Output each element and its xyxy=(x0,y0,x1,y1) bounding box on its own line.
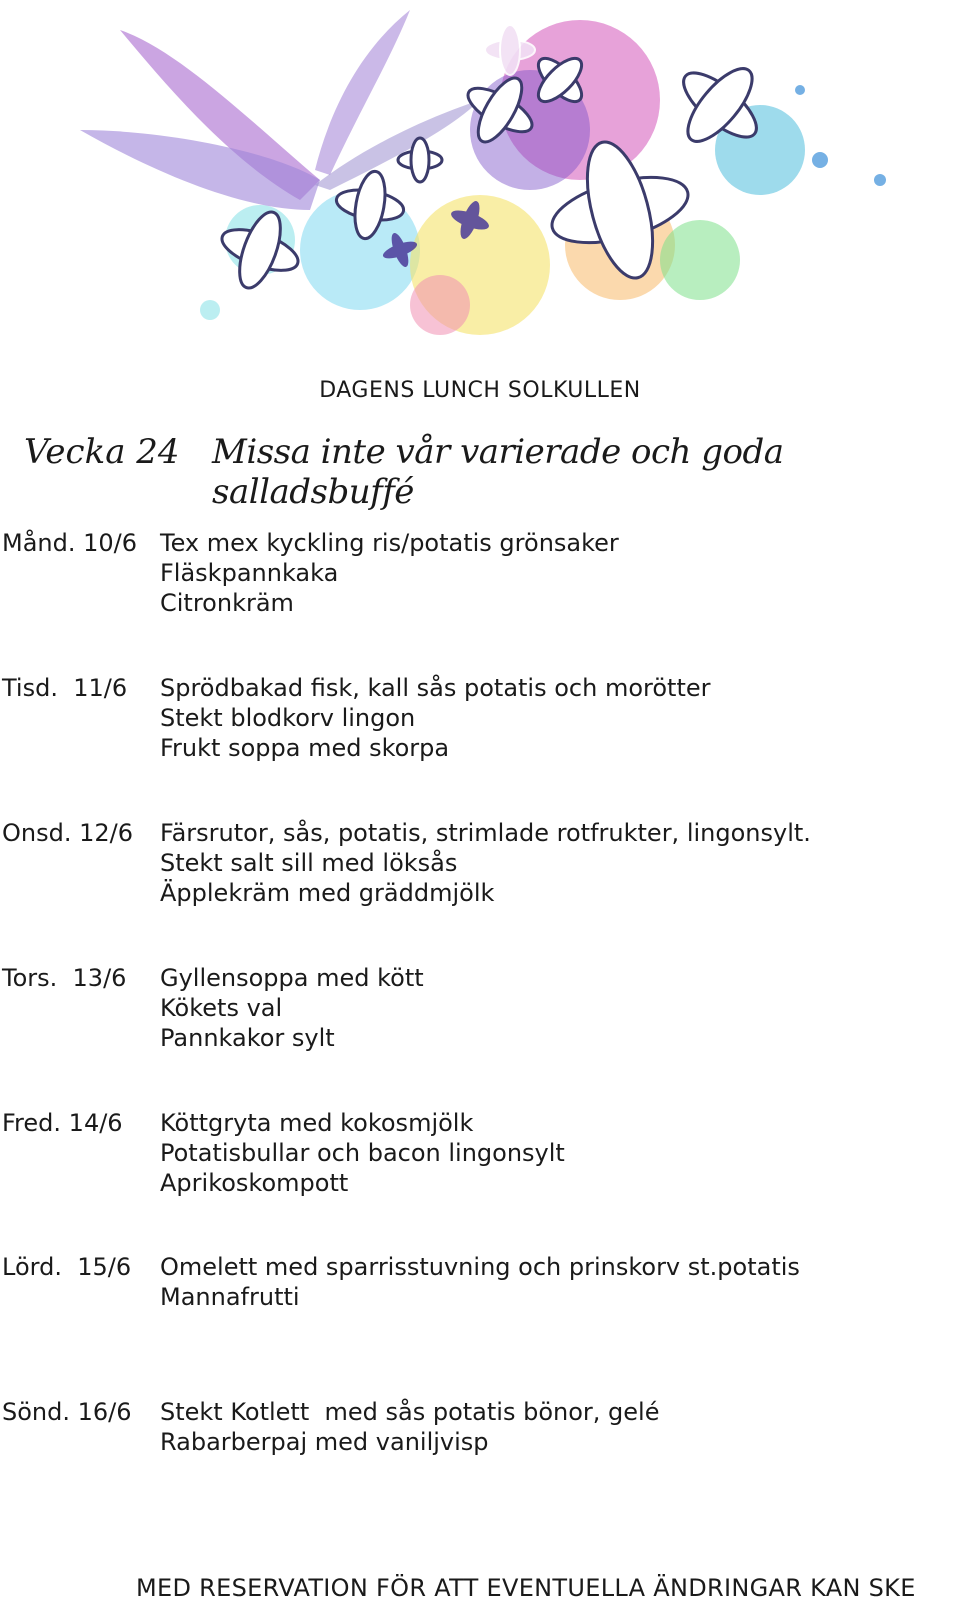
dish-item: Köttgryta med kokosmjölk xyxy=(160,1109,474,1137)
dish-item: Fläskpannkaka xyxy=(160,559,339,587)
dish-item: Rabarberpaj med vaniljvisp xyxy=(160,1428,489,1456)
reservation-notice: MED RESERVATION FÖR ATT EVENTUELLA ÄNDRINGAR KAN SKE xyxy=(136,1574,916,1602)
dish-item: Kökets val xyxy=(160,994,283,1022)
dish-item: Gyllensoppa med kött xyxy=(160,964,424,992)
week-label: Vecka 24 xyxy=(24,432,180,472)
dish-list xyxy=(160,1397,659,1457)
dish-item: Frukt soppa med skorpa xyxy=(160,734,450,762)
flower-illustration xyxy=(60,10,940,340)
dish-item: Stekt Kotlett med sås potatis bönor, gelé xyxy=(160,1398,660,1426)
day-label: Tors. 13/6 xyxy=(2,964,127,992)
day-label: Fred. 14/6 xyxy=(2,1109,123,1137)
dish-list xyxy=(160,673,711,763)
dish-list xyxy=(160,1108,565,1198)
day-label: Lörd. 15/6 xyxy=(2,1253,132,1281)
dish-item: Stekt blodkorv lingon xyxy=(160,704,416,732)
day-label: Sönd. 16/6 xyxy=(2,1398,132,1426)
dish-item: Citronkräm xyxy=(160,589,294,617)
dish-list xyxy=(160,528,619,618)
dish-item: Mannafrutti xyxy=(160,1283,300,1311)
dish-item: Omelett med sparrisstuvning och prinskorv st.potatis xyxy=(160,1253,800,1281)
dish-list xyxy=(160,1252,800,1312)
salad-buffet-tagline: Missa inte vår varierade och goda salladsbuffé xyxy=(212,432,784,512)
dish-list xyxy=(160,963,424,1053)
page-title: DAGENS LUNCH SOLKULLEN xyxy=(319,378,641,403)
dish-item: Stekt salt sill med löksås xyxy=(160,849,458,877)
dish-item: Tex mex kyckling ris/potatis grönsaker xyxy=(160,529,619,557)
dish-item: Äpplekräm med gräddmjölk xyxy=(160,879,495,907)
day-label: Månd. 10/6 xyxy=(2,529,138,557)
dish-item: Aprikoskompott xyxy=(160,1169,349,1197)
dish-item: Potatisbullar och bacon lingonsylt xyxy=(160,1139,565,1167)
day-label: Onsd. 12/6 xyxy=(2,819,134,847)
day-label: Tisd. 11/6 xyxy=(2,674,128,702)
dish-item: Sprödbakad fisk, kall sås potatis och morötter xyxy=(160,674,711,702)
dish-item: Pannkakor sylt xyxy=(160,1024,335,1052)
dish-list xyxy=(160,818,811,908)
dish-item: Färsrutor, sås, potatis, strimlade rotfrukter, lingonsylt. xyxy=(160,819,811,847)
